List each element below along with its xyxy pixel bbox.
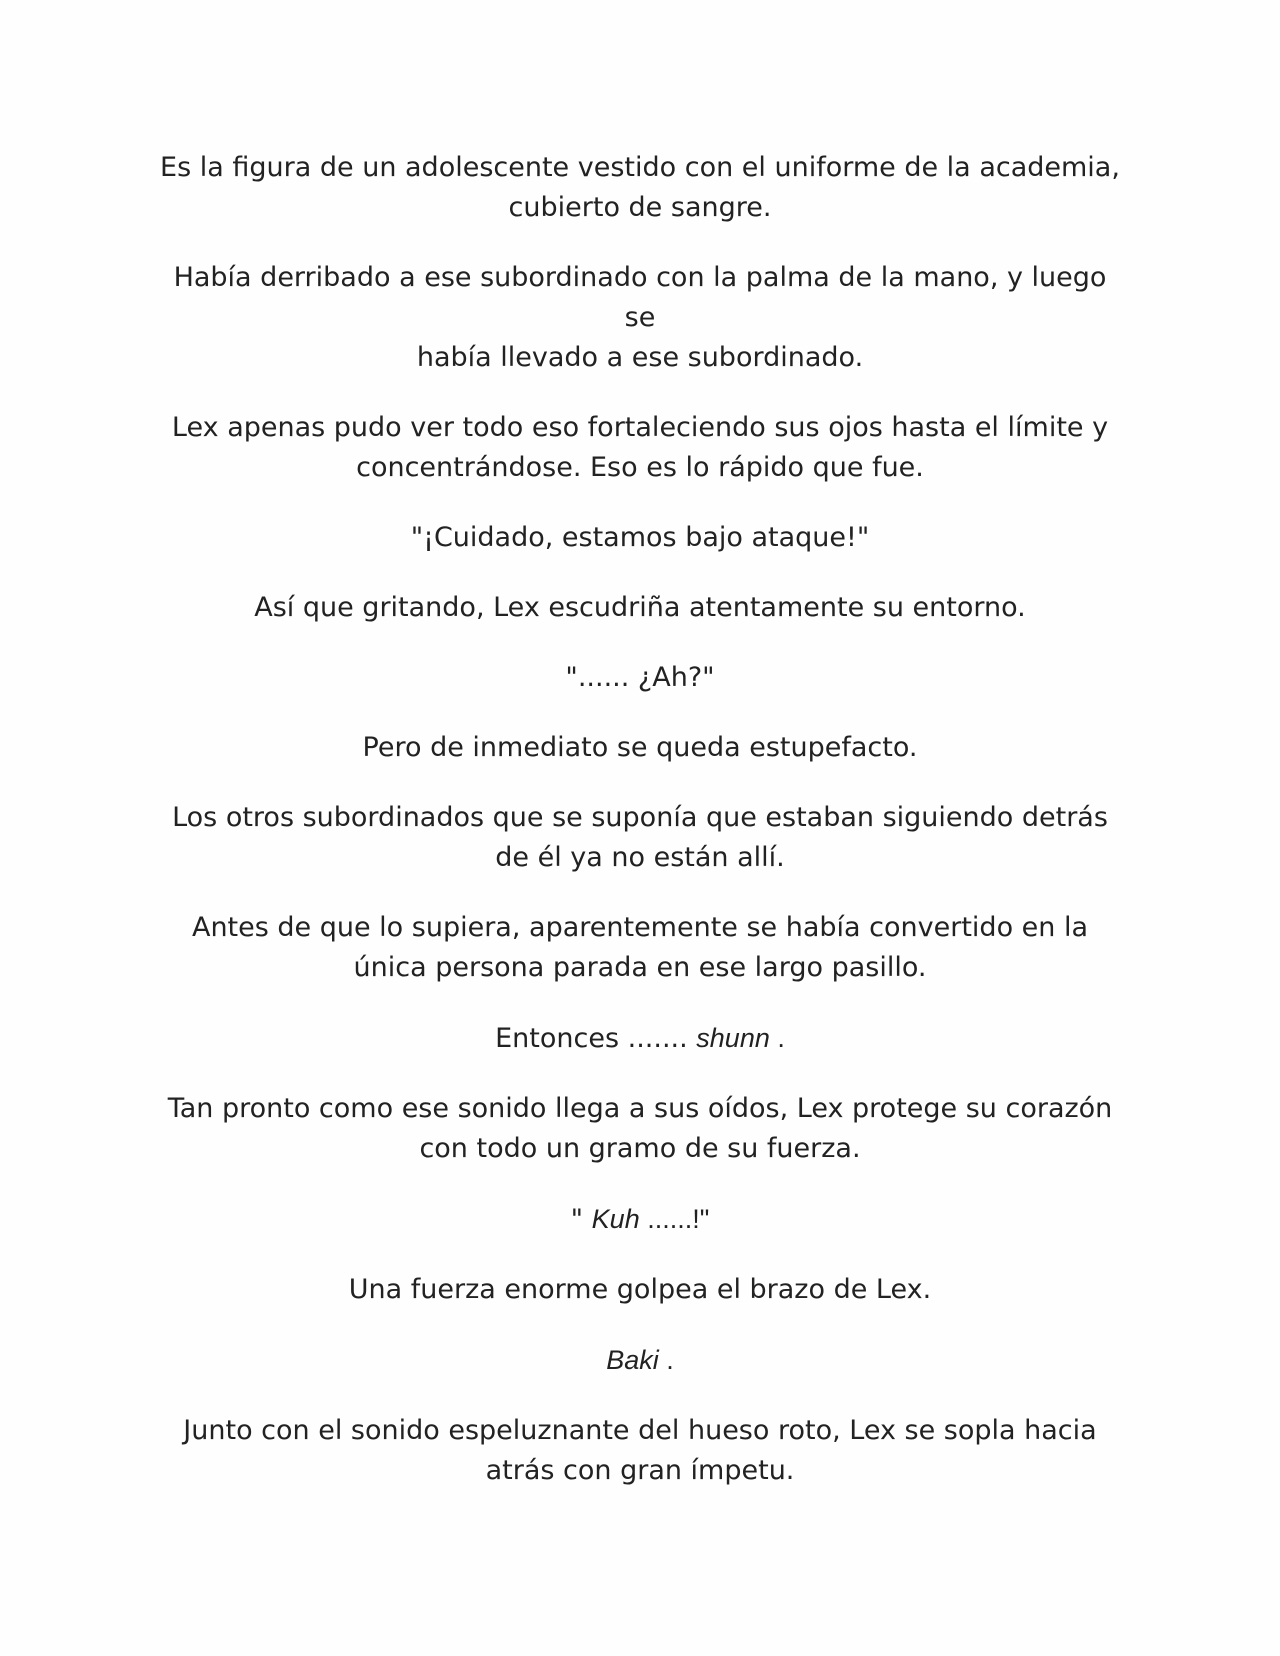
text-line: Junto con el sonido espeluznante del hueso roto, Lex se sopla hacia: [183, 1415, 1097, 1446]
text-line: "¡Cuidado, estamos bajo ataque!": [410, 522, 870, 553]
text-line: Una fuerza enorme golpea el brazo de Lex.: [348, 1274, 932, 1305]
paragraph: [160, 148, 1120, 228]
text-line: Los otros subordinados que se suponía que estaban siguiendo detrás: [172, 802, 1108, 833]
text-line: Así que gritando, Lex escudriña atentamente su entorno.: [254, 592, 1026, 623]
paragraph: [160, 728, 1120, 768]
text-segment: .: [658, 1345, 674, 1375]
text-line: de él ya no están allí.: [495, 842, 785, 873]
sound-effect-line: [160, 1018, 1120, 1059]
text-line: había llevado a ese subordinado.: [416, 342, 864, 373]
paragraph: [160, 1270, 1120, 1310]
text-segment: .: [769, 1023, 785, 1053]
text-line: Antes de que lo supiera, aparentemente se había convertido en la: [191, 912, 1089, 943]
text-line: "...... ¿Ah?": [565, 662, 715, 693]
text-segment: ": [570, 1204, 592, 1235]
italic-sound-effect: Baki: [606, 1345, 659, 1375]
text-line: Había derribado a ese subordinado con la palma de la mano, y luego se: [173, 262, 1107, 333]
paragraph: [160, 588, 1120, 628]
text-line: Tan pronto como ese sonido llega a sus oídos, Lex protege su corazón: [167, 1093, 1113, 1124]
paragraph: [160, 798, 1120, 878]
dialogue-line: [160, 518, 1120, 558]
sound-effect-line: [160, 1340, 1120, 1381]
text-segment: Entonces .......: [495, 1023, 697, 1054]
text-line: concentrándose. Eso es lo rápido que fue.: [356, 452, 924, 483]
text-line: Lex apenas pudo ver todo eso fortaleciendo sus ojos hasta el límite y: [171, 412, 1109, 443]
text-line: atrás con gran ímpetu.: [485, 1455, 795, 1486]
text-line: cubierto de sangre.: [508, 192, 772, 223]
text-line: con todo un gramo de su fuerza.: [419, 1133, 861, 1164]
text-segment: ......!": [639, 1204, 710, 1234]
text-line: única persona parada en ese largo pasillo.: [353, 952, 927, 983]
paragraph: [160, 908, 1120, 988]
document-body: [160, 148, 1120, 1521]
paragraph: [160, 1089, 1120, 1169]
italic-sound-effect: Kuh: [591, 1204, 640, 1234]
paragraph: [160, 1411, 1120, 1491]
paragraph: [160, 408, 1120, 488]
italic-sound-effect: shunn: [696, 1023, 770, 1053]
dialogue-line: [160, 658, 1120, 698]
text-line: Pero de inmediato se queda estupefacto.: [362, 732, 918, 763]
text-line: Es la figura de un adolescente vestido con el uniforme de la academia,: [160, 152, 1120, 183]
paragraph: [160, 258, 1120, 378]
dialogue-line: [160, 1199, 1120, 1240]
